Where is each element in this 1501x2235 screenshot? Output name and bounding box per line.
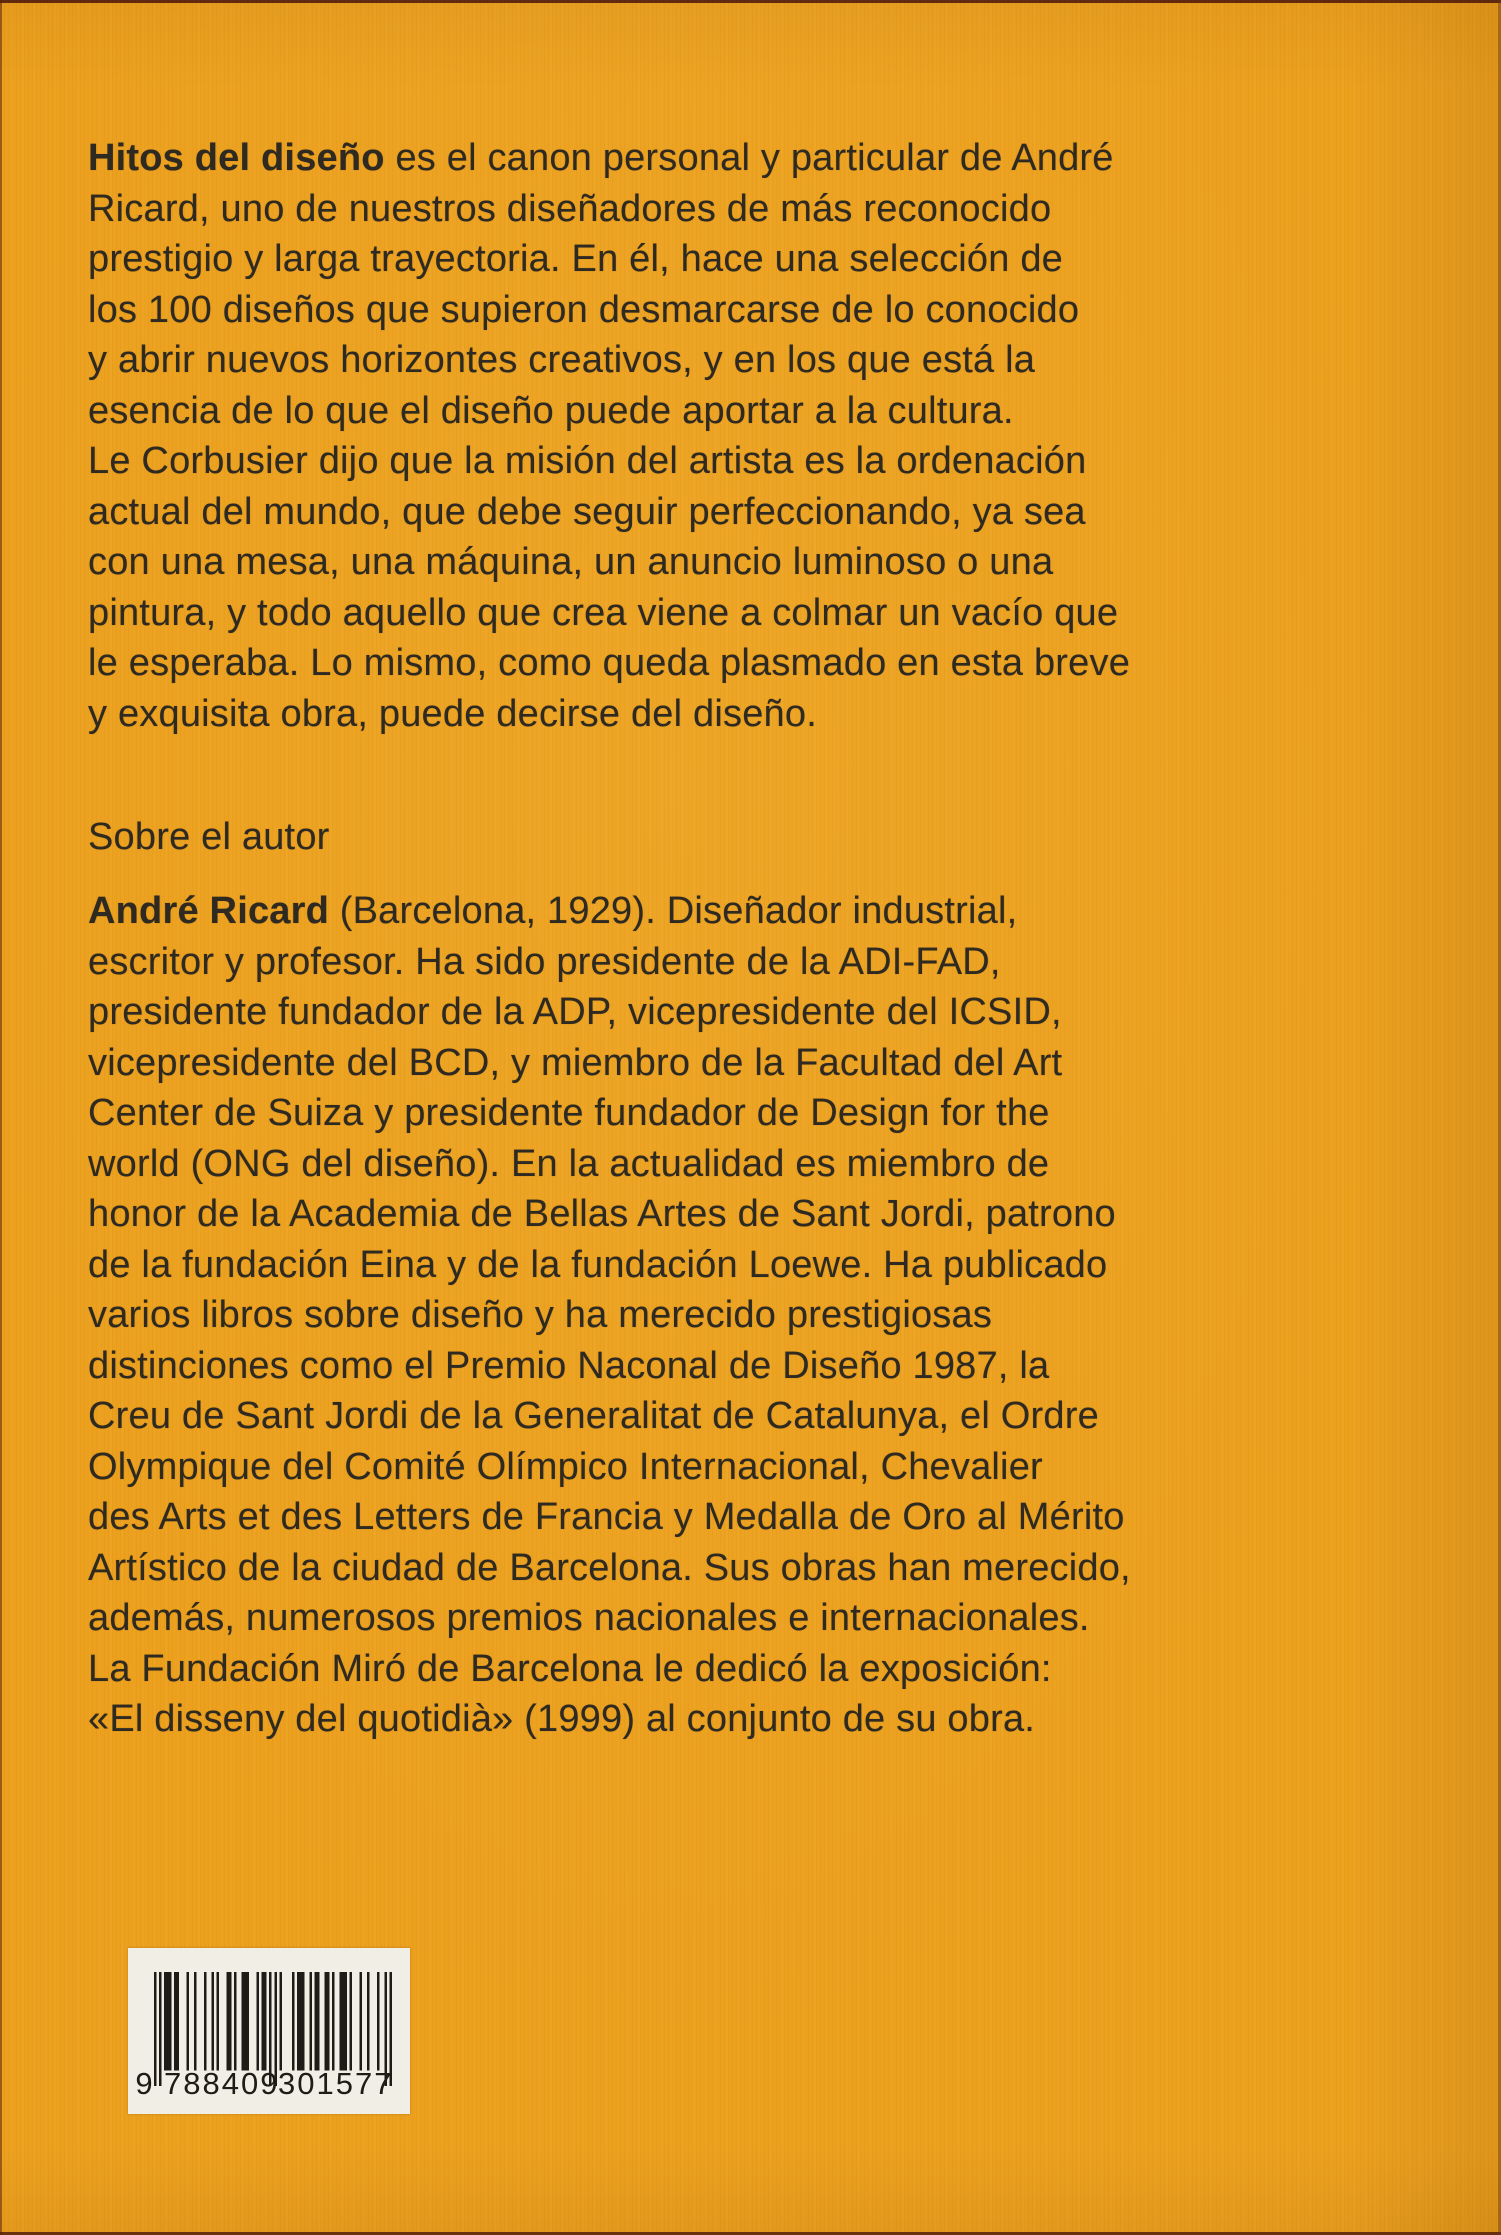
text-line: pintura, y todo aquello que crea viene a colmar un vacío que (88, 591, 1119, 634)
scan-edge-left (0, 0, 2, 2235)
text-line: escritor y profesor. Ha sido presidente de la ADI-FAD, (88, 940, 1001, 983)
author-bio-paragraph (88, 886, 1131, 1745)
text-line: Ricard, uno de nuestros diseñadores de más reconocido (88, 187, 1052, 230)
bold-text: André Ricard (88, 890, 330, 932)
text-line: con una mesa, una máquina, un anuncio luminoso o una (88, 541, 1054, 583)
text-line: Hitos del diseño es el canon personal y particular de André (88, 137, 1114, 179)
bold-text: Hitos del diseño (88, 137, 385, 179)
isbn-barcode (128, 1948, 410, 2114)
text-line: de la fundación Eina y de la fundación Loewe. Ha publicado (88, 1243, 1108, 1286)
text-line: distinciones como el Premio Naconal de Diseño 1987, la (88, 1344, 1050, 1387)
about-author-heading: Sobre el autor (88, 816, 330, 858)
text-line: actual del mundo, que debe seguir perfeccionando, ya sea (88, 490, 1086, 533)
text-line: Olympique del Comité Olímpico Internacional, Chevalier (88, 1445, 1043, 1488)
text-line: prestigio y larga trayectoria. En él, hace una selección de (88, 238, 1064, 280)
text-line: esencia de lo que el diseño puede aportar a la cultura. (88, 389, 1014, 432)
isbn-group2: 301577 (278, 2066, 394, 2101)
text-line: varios libros sobre diseño y ha merecido prestigiosas (88, 1294, 993, 1336)
text-line: además, numerosos premios nacionales e internacionales. (88, 1597, 1090, 1639)
isbn-number (128, 2066, 410, 2106)
scan-edge-top (0, 0, 1501, 3)
text-line: Artístico de la ciudad de Barcelona. Sus obras han merecido, (88, 1546, 1131, 1589)
text-line: le esperaba. Lo mismo, como queda plasmado en esta breve (88, 642, 1131, 684)
text-line: los 100 diseños que supieron desmarcarse de lo conocido (88, 288, 1080, 331)
text-line: Creu de Sant Jordi de la Generalitat de Catalunya, el Ordre (88, 1395, 1099, 1437)
text-line: André Ricard (Barcelona, 1929). Diseñador industrial, (88, 890, 1018, 932)
synopsis-paragraph (88, 133, 1130, 739)
text-line: world (ONG del diseño). En la actualidad es miembro de (88, 1142, 1050, 1185)
isbn-group1: 788409 (164, 2066, 280, 2101)
text-line: «El disseny del quotidià» (1999) al conjunto de su obra. (88, 1698, 1036, 1740)
text-line: vicepresidente del BCD, y miembro de la Facultad del Art (88, 1041, 1063, 1084)
text-line: presidente fundador de la ADP, vicepresidente del ICSID, (88, 991, 1062, 1033)
text-line: y abrir nuevos horizontes creativos, y en los que está la (88, 339, 1036, 381)
isbn-first-digit: 9 (135, 2066, 153, 2101)
text-line: Le Corbusier dijo que la misión del artista es la ordenación (88, 440, 1087, 482)
text-line: y exquisita obra, puede decirse del diseño. (88, 692, 817, 735)
text-line: La Fundación Miró de Barcelona le dedicó la exposición: (88, 1647, 1052, 1690)
text-line: des Arts et des Letters de Francia y Medalla de Oro al Mérito (88, 1496, 1125, 1538)
text-line: honor de la Academia de Bellas Artes de Sant Jordi, patrono (88, 1193, 1116, 1235)
text-line: Center de Suiza y presidente fundador de Design for the (88, 1092, 1050, 1134)
